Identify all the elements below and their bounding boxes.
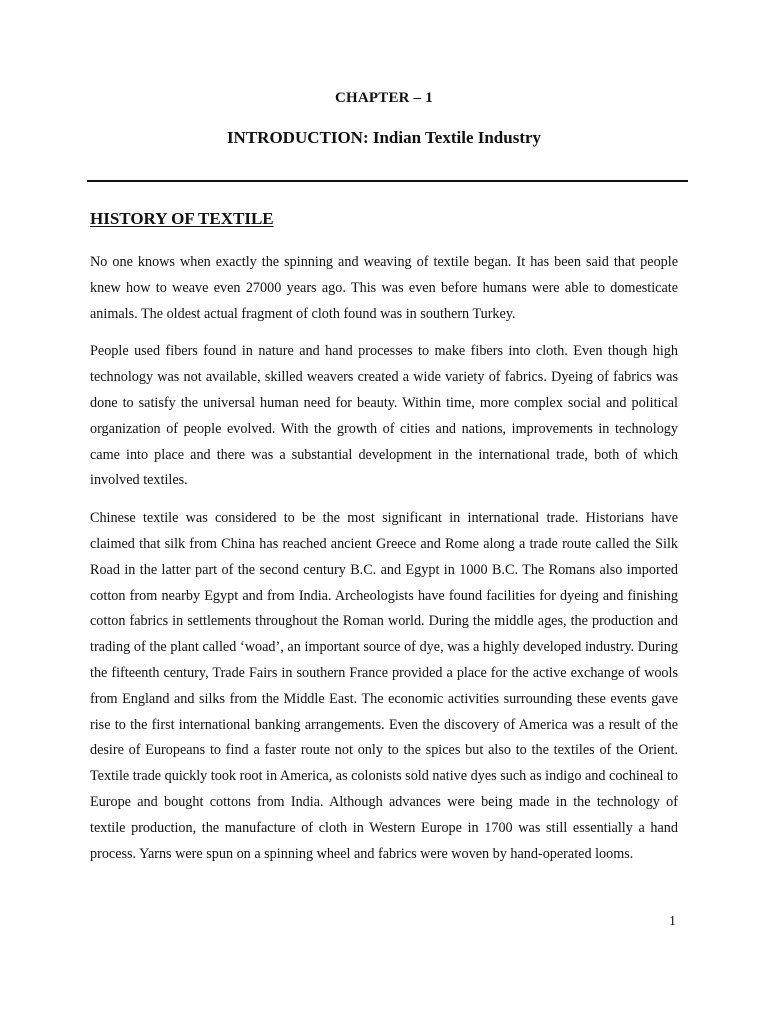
document-title: INTRODUCTION: Indian Textile Industry xyxy=(226,128,542,147)
header-divider xyxy=(87,180,688,182)
chapter-label: CHAPTER – 1 xyxy=(334,90,434,106)
page-number: 1 xyxy=(669,914,676,929)
paragraph-2: People used fibers found in nature and hand processes to make fibers into cloth. Even though high technology was not available, skilled weavers created a wide variety of fabrics. Dyeing of fabrics was done to satisfy the universal human need for beauty. Within time, more complex social and political organization of people evolved. With the growth of cities and nations, improvements in technology came into place and there was a substantial development in the international trade, both of which involved textiles. xyxy=(90,343,678,489)
paragraph-3: Chinese textile was considered to be the most significant in international trade. Historians have claimed that silk from China has reached ancient Greece and Rome along a trade route called the Silk Road in the latter part of the second century B.C. and Egypt in 1000 B.C. The Romans also imported cotton from nearby Egypt and from India. Archeologists have found facilities for dyeing and finishing cotton fabrics in settlements throughout the Roman world. During the middle ages, the production and trading of the plant called ‘woad’, an important source of dye, was a highly developed industry. During the fifteenth century, Trade Fairs in southern France provided a place for the active exchange of wools from England and silks from the Middle East. The economic activities surrounding these events gave rise to the first international banking arrangements. Even the discovery of America was a result of the desire of Europeans to find a faster route not only to the spices but also to the textiles of the Orient. Textile trade quickly took root in America, as colonists sold native dyes such as indigo and cochineal to Europe and bought cottons from India. Although advances were being made in the technology of textile production, the manufacture of cloth in Western Europe in 1700 was still essentially a hand process. Yarns were spun on a spinning wheel and fabrics were woven by hand-operated looms. xyxy=(90,510,678,862)
body-text xyxy=(90,250,678,879)
section-heading: HISTORY OF TEXTILE xyxy=(90,209,274,228)
paragraph-1: No one knows when exactly the spinning and weaving of textile began. It has been said that people knew how to weave even 27000 years ago. This was even before humans were able to domesticate animals. The oldest actual fragment of cloth found was in southern Turkey. xyxy=(90,254,678,322)
